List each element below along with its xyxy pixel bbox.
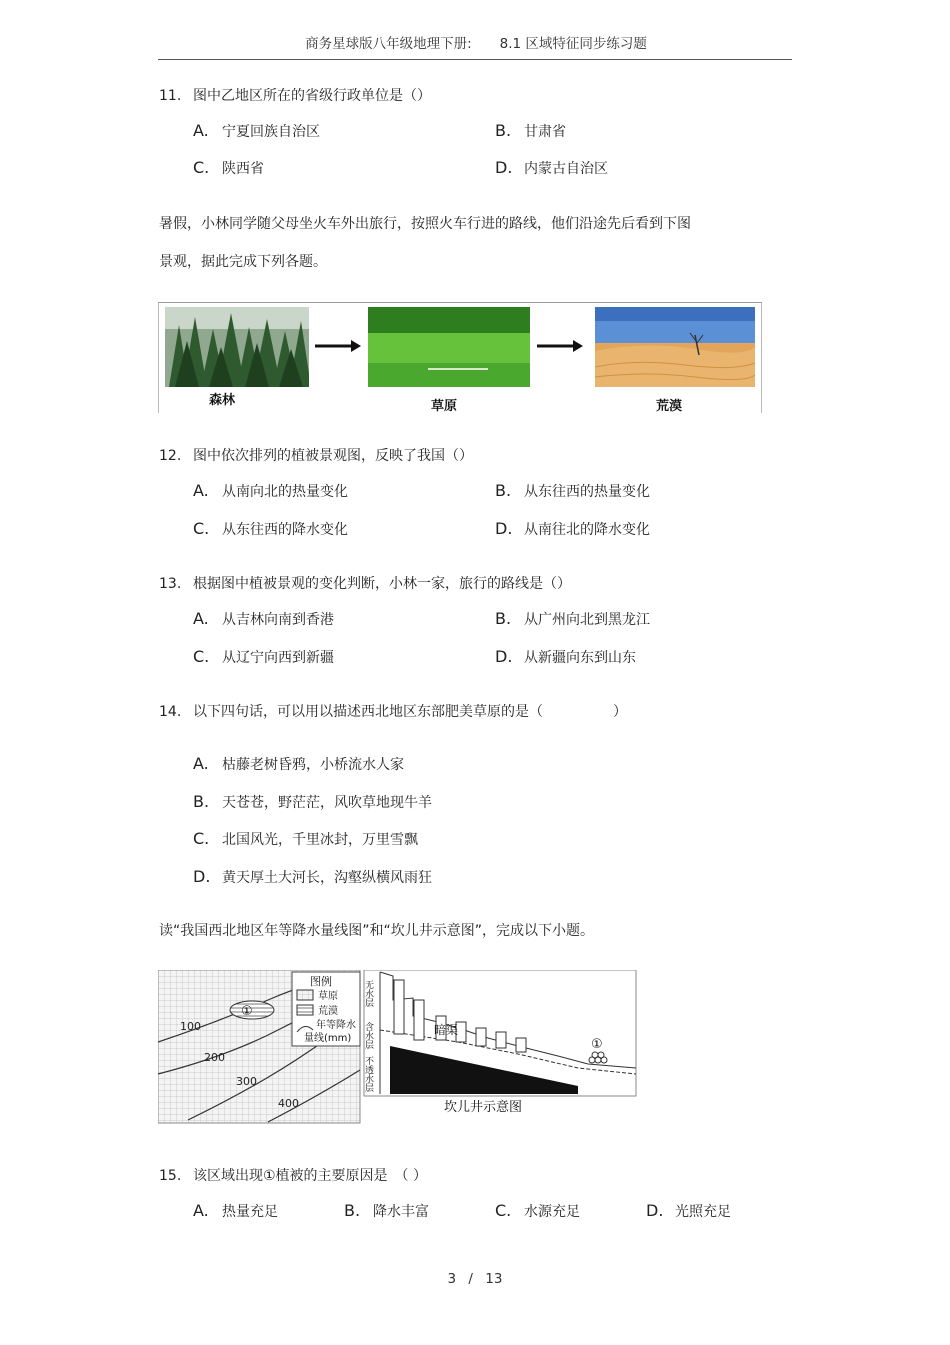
arrow-right-icon [535, 339, 585, 353]
question-number: 13. [159, 576, 182, 592]
intro-paragraph-line1: 暑假，小林同学随父母坐火车外出旅行，按照火车行进的路线，他们沿途先后看到下图 [159, 216, 691, 232]
intro-paragraph-line2: 景观，据此完成下列各题。 [159, 254, 327, 270]
option-a: A. 从南向北的热量变化 [193, 481, 348, 500]
option-d: D. 光照充足 [646, 1201, 731, 1220]
isohyet-label-300: 300 [236, 1075, 257, 1088]
header-rule [158, 59, 792, 60]
marker-1: ① [241, 1004, 253, 1019]
option-a: A. 从吉林向南到香港 [193, 609, 334, 628]
grassland-label: 草原 [431, 399, 458, 414]
option-b: B. 从东往西的热量变化 [495, 481, 650, 500]
option-a: A. 宁夏回族自治区 [193, 121, 320, 140]
layer-label-impermeable: 不透水层 [363, 1056, 373, 1092]
header-title: 商务星球版八年级地理下册: [305, 36, 472, 52]
option-d: D. 黄天厚土大河长，沟壑纵横风雨狂 [193, 867, 432, 886]
grassland-photo [368, 307, 530, 387]
layer-label-aquifer: 含水层 [363, 1022, 373, 1049]
page-number: 3 [447, 1271, 457, 1287]
desert-label: 荒漠 [656, 399, 683, 414]
option-d: D. 内蒙古自治区 [495, 158, 608, 177]
legend-grassland: 草原 [318, 991, 338, 1002]
karez-marker-1: ① [591, 1037, 603, 1052]
question-number: 15. [159, 1168, 182, 1184]
question-stem: 图中乙地区所在的省级行政单位是（） [193, 88, 431, 104]
option-a: A. 枯藤老树昏鸦，小桥流水人家 [193, 754, 404, 773]
option-b: B. 降水丰富 [344, 1201, 429, 1220]
legend-title: 图例 [310, 975, 332, 988]
desert-photo [595, 307, 755, 387]
option-d: D. 从南往北的降水变化 [495, 519, 650, 538]
northwest-figure [158, 970, 638, 1125]
question-number: 11. [159, 88, 182, 104]
page-separator: / [468, 1271, 473, 1287]
legend-isohyet-line1: 年等降水 [316, 1020, 356, 1031]
isohyet-label-100: 100 [180, 1020, 201, 1033]
question-stem: 以下四句话，可以用以描述西北地区东部肥美草原的是（ ） [193, 704, 627, 720]
forest-label: 森林 [209, 393, 236, 408]
isohyet-label-400: 400 [278, 1097, 299, 1110]
option-c: C. 北国风光，千里冰封，万里雪飘 [193, 829, 418, 848]
question-15 [159, 1165, 427, 1185]
question-stem: 该区域出现①植被的主要原因是 （ ） [193, 1168, 427, 1184]
page-header [160, 32, 792, 52]
isohyet-map [158, 970, 360, 1123]
option-b: B. 甘肃省 [495, 121, 566, 140]
option-a: A. 热量充足 [193, 1201, 278, 1220]
karez-diagram [363, 970, 636, 1115]
option-b: B. 天苍苍，野茫茫，风吹草地现牛羊 [193, 792, 432, 811]
page-footer [0, 1271, 950, 1287]
question-11 [159, 85, 431, 105]
vegetation-figure [158, 302, 762, 413]
option-d: D. 从新疆向东到山东 [495, 647, 636, 666]
arrow-right-icon [313, 339, 363, 353]
option-b: B. 从广州向北到黑龙江 [495, 609, 650, 628]
option-c: C. 陕西省 [193, 158, 264, 177]
question-stem: 图中依次排列的植被景观图，反映了我国（） [193, 448, 473, 464]
legend-desert: 荒漠 [318, 1006, 338, 1017]
question-14 [159, 701, 627, 721]
header-subtitle: 8.1 区域特征同步练习题 [499, 36, 647, 52]
isohyet-label-200: 200 [204, 1051, 225, 1064]
page-total: 13 [485, 1271, 503, 1287]
question-number: 14. [159, 704, 182, 720]
option-c: C. 从东往西的降水变化 [193, 519, 348, 538]
forest-photo [165, 307, 309, 387]
canal-label: 暗渠 [434, 1023, 459, 1037]
intro2-paragraph: 读“我国西北地区年等降水量线图”和“坎儿井示意图”，完成以下小题。 [159, 923, 595, 939]
layer-label-no-water: 无水层 [363, 980, 373, 1007]
question-stem: 根据图中植被景观的变化判断，小林一家，旅行的路线是（） [193, 576, 571, 592]
option-c: C. 水源充足 [495, 1201, 580, 1220]
legend-isohyet-line2: 量线(mm) [304, 1033, 352, 1044]
question-12 [159, 445, 473, 465]
karez-caption: 坎儿井示意图 [444, 1100, 523, 1115]
question-13 [159, 573, 571, 593]
option-c: C. 从辽宁向西到新疆 [193, 647, 334, 666]
question-number: 12. [159, 448, 182, 464]
